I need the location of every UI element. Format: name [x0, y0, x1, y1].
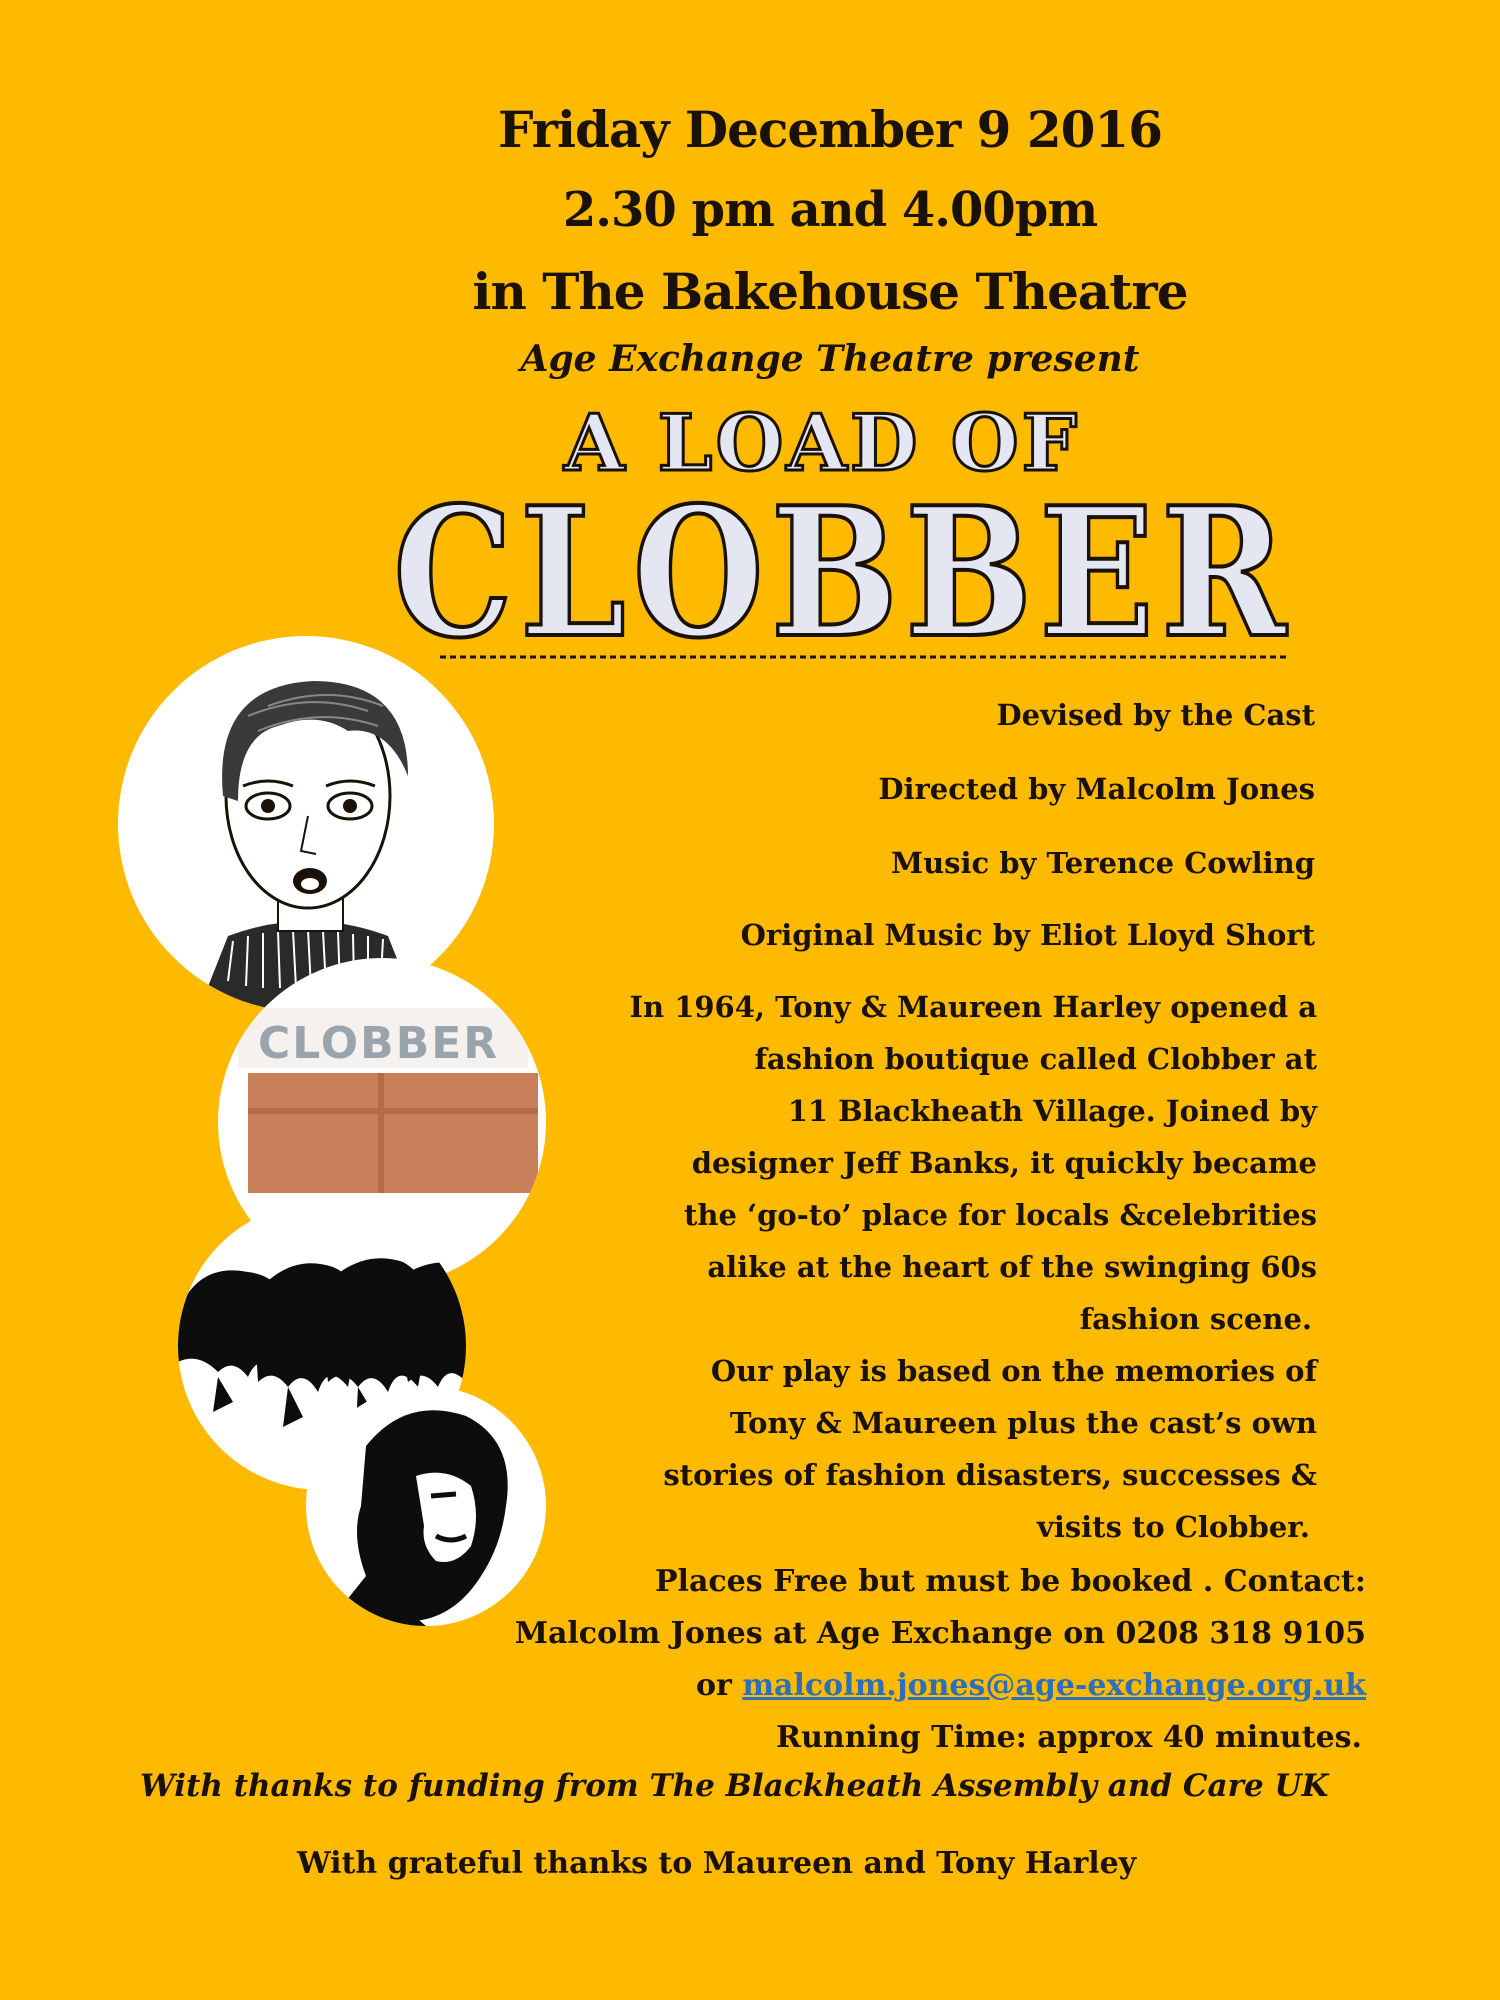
contact-email-line [696, 1668, 1366, 1703]
event-date: Friday December 9 2016 [498, 100, 1162, 159]
event-venue: in The Bakehouse Theatre [472, 262, 1188, 321]
contact-email-link[interactable]: malcolm.jones@age-exchange.org.uk [742, 1668, 1366, 1703]
story-line: alike at the heart of the swinging 60s [707, 1250, 1317, 1284]
story-line: 11 Blackheath Village. Joined by [787, 1094, 1317, 1128]
story-line: In 1964, Tony & Maureen Harley opened a [629, 990, 1317, 1024]
singer-silhouette-image [306, 1386, 546, 1626]
credit-original-music: Original Music by Eliot Lloyd Short [740, 918, 1315, 952]
title-line-2: CLOBBER [393, 468, 1293, 677]
credit-music: Music by Terence Cowling [890, 846, 1315, 880]
story-line: Tony & Maureen plus the cast’s own [729, 1406, 1317, 1440]
title-line-1: A LOAD OF [563, 398, 1081, 489]
story-line: the ‘go-to’ place for locals &celebrities [684, 1198, 1317, 1232]
email-prefix: or [696, 1668, 732, 1703]
contact-phone: Malcolm Jones at Age Exchange on 0208 318 9105 [514, 1616, 1366, 1651]
story-line: designer Jeff Banks, it quickly became [691, 1146, 1317, 1180]
harley-thanks: With grateful thanks to Maureen and Tony Harley [297, 1846, 1137, 1881]
shop-sign-text: CLOBBER [258, 1018, 500, 1069]
story-line: stories of fashion disasters, successes & [663, 1458, 1317, 1492]
credit-director: Directed by Malcolm Jones [878, 772, 1315, 806]
event-time: 2.30 pm and 4.00pm [562, 182, 1098, 238]
running-time: Running Time: approx 40 minutes. [776, 1720, 1362, 1755]
portrait-face-image [118, 636, 494, 1012]
funding-thanks: With thanks to funding from The Blackheath Assembly and Care UK [140, 1768, 1329, 1804]
story-line: fashion boutique called Clobber at [754, 1042, 1317, 1076]
credit-devised: Devised by the Cast [996, 698, 1315, 732]
story-line: visits to Clobber. [1036, 1510, 1310, 1544]
show-title [0, 395, 1500, 685]
story-line: fashion scene. [1079, 1302, 1312, 1336]
presenter-line: Age Exchange Theatre present [520, 338, 1140, 380]
booking-info: Places Free but must be booked . Contact: [655, 1564, 1366, 1599]
story-line: Our play is based on the memories of [710, 1354, 1317, 1388]
